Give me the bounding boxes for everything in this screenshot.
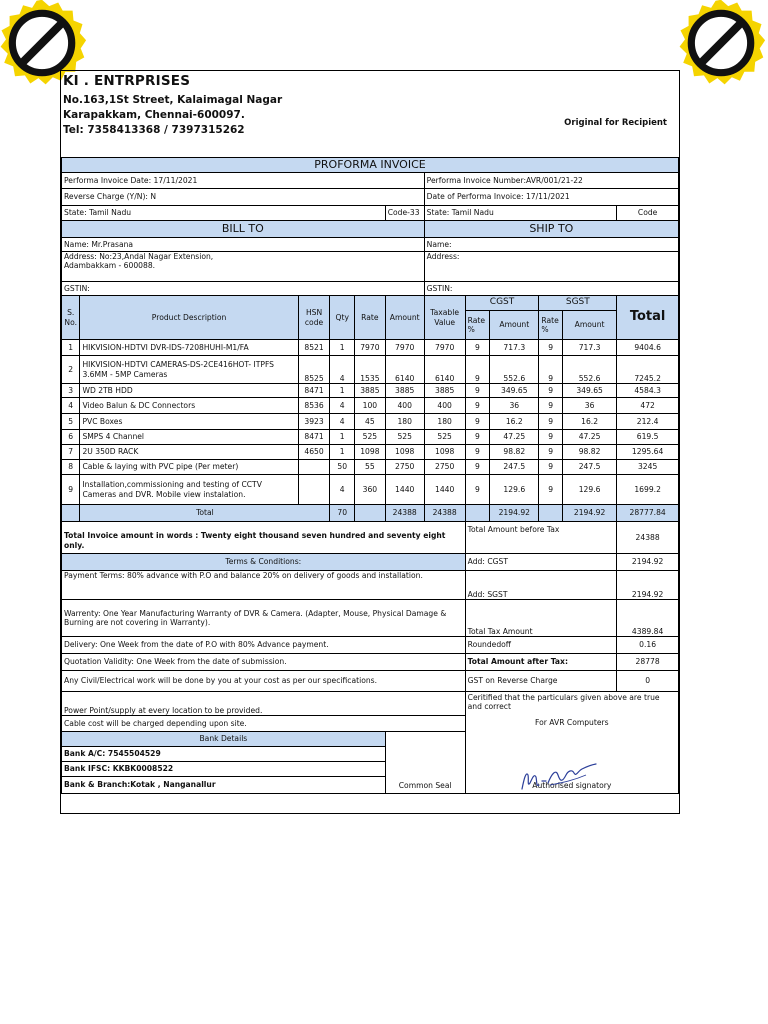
item-hsn: 8525 — [298, 356, 330, 384]
item-qty: 4 — [330, 398, 355, 414]
col-taxable: Taxable Value — [424, 296, 465, 340]
item-cgst-amount: 98.82 — [490, 445, 539, 460]
item-sgst-amount: 247.5 — [562, 460, 616, 475]
certification-text: Ceritified that the particulars given above are true and correct — [467, 693, 660, 712]
col-sgst-rate: Rate % — [539, 311, 563, 340]
item-sgst-rate: 9 — [539, 460, 563, 475]
item-sno: 7 — [62, 445, 80, 460]
item-qty: 4 — [330, 475, 355, 505]
item-rate: 45 — [355, 414, 386, 430]
item-qty: 1 — [330, 340, 355, 356]
bill-to-address-line2: Adambakkam - 600088. — [64, 261, 156, 271]
summary-tax-label: Total Tax Amount — [465, 600, 617, 637]
terms-validity: Quotation Validity: One Week from the date of submission. — [62, 654, 466, 671]
item-sgst-amount: 129.6 — [562, 475, 616, 505]
item-sno: 3 — [62, 384, 80, 398]
item-taxable: 2750 — [424, 460, 465, 475]
item-cgst-rate: 9 — [465, 475, 490, 505]
summary-after-tax: 28778 — [617, 654, 679, 671]
item-cgst-rate: 9 — [465, 384, 490, 398]
item-sgst-rate: 9 — [539, 445, 563, 460]
item-qty: 1 — [330, 384, 355, 398]
item-total: 1699.2 — [617, 475, 679, 505]
totals-taxable: 24388 — [424, 505, 465, 522]
invoice-date: Performa Invoice Date: 17/11/2021 — [62, 173, 425, 189]
item-description: Installation,commissioning and testing of CCTV Cameras and DVR. Mobile view instalation. — [80, 475, 298, 505]
terms-payment: Payment Terms: 80% advance with P.O and balance 20% on delivery of goods and installation. — [62, 571, 466, 600]
col-sgst-amount: Amount — [562, 311, 616, 340]
item-hsn — [298, 460, 330, 475]
col-cgst: CGST — [465, 296, 539, 311]
item-cgst-rate: 9 — [465, 460, 490, 475]
item-cgst-rate: 9 — [465, 356, 490, 384]
bill-to-address — [62, 252, 425, 282]
item-hsn: 8471 — [298, 430, 330, 445]
item-description: 2U 350D RACK — [80, 445, 298, 460]
item-total: 3245 — [617, 460, 679, 475]
summary-cgst-label: Add: CGST — [465, 554, 617, 571]
summary-reverse: 0 — [617, 671, 679, 692]
item-description: PVC Boxes — [80, 414, 298, 430]
item-sno: 2 — [62, 356, 80, 384]
col-cgst-amount: Amount — [490, 311, 539, 340]
item-sgst-rate: 9 — [539, 384, 563, 398]
item-sno: 9 — [62, 475, 80, 505]
item-sgst-amount: 36 — [562, 398, 616, 414]
terms-power: Power Point/supply at every location to be provided. — [62, 692, 466, 716]
table-row — [62, 398, 679, 414]
summary-round-label: Roundedoff — [465, 637, 617, 654]
item-cgst-amount: 552.6 — [490, 356, 539, 384]
item-amount: 525 — [385, 430, 424, 445]
totals-label: Total — [80, 505, 330, 522]
col-sno: S. No. — [62, 296, 80, 340]
bill-to-heading: BILL TO — [62, 221, 425, 238]
table-row — [62, 384, 679, 398]
summary-after-tax-label: Total Amount after Tax: — [465, 654, 617, 671]
ship-to-address: Address: — [424, 252, 678, 282]
item-qty: 1 — [330, 430, 355, 445]
bill-to-name: Name: Mr.Prasana — [62, 238, 425, 252]
item-rate: 3885 — [355, 384, 386, 398]
terms-delivery: Delivery: One Week from the date of P.O with 80% Advance payment. — [62, 637, 466, 654]
copy-label: Original for Recipient — [564, 118, 667, 128]
item-hsn: 4650 — [298, 445, 330, 460]
item-description: HIKVISION-HDTVI DVR-IDS-7208HUHI-M1/FA — [80, 340, 298, 356]
ship-to-name: Name: — [424, 238, 678, 252]
prohibited-badge-right — [676, 0, 766, 88]
item-cgst-amount: 36 — [490, 398, 539, 414]
item-total: 9404.6 — [617, 340, 679, 356]
item-sno: 4 — [62, 398, 80, 414]
item-sgst-rate: 9 — [539, 475, 563, 505]
col-rate: Rate — [355, 296, 386, 340]
document-title: PROFORMA INVOICE — [62, 158, 679, 173]
totals-cgst: 2194.92 — [490, 505, 539, 522]
item-sno: 6 — [62, 430, 80, 445]
item-description: Video Balun & DC Connectors — [80, 398, 298, 414]
bank-ifsc: Bank IFSC: KKBK0008522 — [62, 762, 386, 777]
item-taxable: 1098 — [424, 445, 465, 460]
item-description: Cable & laying with PVC pipe (Per meter) — [80, 460, 298, 475]
table-row — [62, 445, 679, 460]
item-rate: 7970 — [355, 340, 386, 356]
company-address-line1: No.163,1St Street, Kalaimagal Nagar — [63, 94, 283, 106]
item-total: 4584.3 — [617, 384, 679, 398]
item-sno: 5 — [62, 414, 80, 430]
terms-cable: Cable cost will be charged depending upon site. — [62, 716, 466, 732]
col-total: Total — [617, 296, 679, 340]
item-amount: 7970 — [385, 340, 424, 356]
col-sgst: SGST — [539, 296, 617, 311]
col-cgst-rate: Rate % — [465, 311, 490, 340]
totals-row — [62, 505, 679, 522]
company-name: KI . ENTRPRISES — [63, 73, 191, 89]
item-hsn: 8536 — [298, 398, 330, 414]
item-rate: 1098 — [355, 445, 386, 460]
col-qty: Qty — [330, 296, 355, 340]
item-description: WD 2TB HDD — [80, 384, 298, 398]
col-hsn: HSN code — [298, 296, 330, 340]
item-amount: 400 — [385, 398, 424, 414]
item-sgst-amount: 552.6 — [562, 356, 616, 384]
item-amount: 1098 — [385, 445, 424, 460]
common-seal: Common Seal — [385, 732, 465, 794]
item-taxable: 3885 — [424, 384, 465, 398]
item-sgst-amount: 98.82 — [562, 445, 616, 460]
item-sgst-rate: 9 — [539, 430, 563, 445]
item-cgst-amount: 129.6 — [490, 475, 539, 505]
state-left: State: Tamil Nadu — [62, 206, 386, 221]
item-rate: 100 — [355, 398, 386, 414]
col-amount: Amount — [385, 296, 424, 340]
item-hsn: 3923 — [298, 414, 330, 430]
item-cgst-amount: 247.5 — [490, 460, 539, 475]
summary-cgst: 2194.92 — [617, 554, 679, 571]
item-rate: 55 — [355, 460, 386, 475]
item-total: 1295.64 — [617, 445, 679, 460]
item-sno: 8 — [62, 460, 80, 475]
item-taxable: 1440 — [424, 475, 465, 505]
col-description: Product Description — [80, 296, 298, 340]
amount-in-words: Total Invoice amount in words : Twenty eight thousand seven hundred and seventy eight only. — [62, 522, 466, 554]
item-cgst-rate: 9 — [465, 340, 490, 356]
company-address-line2: Karapakkam, Chennai-600097. — [63, 109, 245, 121]
item-sgst-rate: 9 — [539, 340, 563, 356]
item-taxable: 525 — [424, 430, 465, 445]
invoice-number: Performa Invoice Number:AVR/001/21-22 — [424, 173, 678, 189]
item-total: 472 — [617, 398, 679, 414]
item-total: 619.5 — [617, 430, 679, 445]
company-header — [63, 71, 679, 157]
bank-account: Bank A/C: 7545504529 — [62, 747, 386, 762]
bank-heading: Bank Details — [62, 732, 386, 747]
totals-sgst: 2194.92 — [562, 505, 616, 522]
item-total: 7245.2 — [617, 356, 679, 384]
item-cgst-amount: 16.2 — [490, 414, 539, 430]
company-phone: Tel: 7358413368 / 7397315262 — [63, 124, 245, 136]
item-qty: 1 — [330, 445, 355, 460]
bank-branch: Bank & Branch:Kotak , Nanganallur — [62, 777, 386, 794]
prohibited-sign-icon — [680, 0, 766, 84]
terms-civil: Any Civil/Electrical work will be done by you at your cost as per our specifications. — [62, 671, 466, 692]
item-cgst-amount: 349.65 — [490, 384, 539, 398]
bill-to-gstin: GSTIN: — [62, 282, 425, 296]
item-qty: 4 — [330, 356, 355, 384]
invoice-table — [61, 157, 679, 794]
item-total: 212.4 — [617, 414, 679, 430]
invoice-sheet — [60, 70, 680, 814]
item-cgst-rate: 9 — [465, 414, 490, 430]
item-cgst-rate: 9 — [465, 398, 490, 414]
item-sgst-amount: 717.3 — [562, 340, 616, 356]
item-amount: 3885 — [385, 384, 424, 398]
table-row — [62, 460, 679, 475]
item-rate: 525 — [355, 430, 386, 445]
totals-qty: 70 — [330, 505, 355, 522]
item-cgst-rate: 9 — [465, 445, 490, 460]
item-cgst-amount: 717.3 — [490, 340, 539, 356]
item-sgst-amount: 16.2 — [562, 414, 616, 430]
totals-grand: 28777.84 — [617, 505, 679, 522]
signature-image — [516, 761, 601, 797]
item-taxable: 180 — [424, 414, 465, 430]
table-row — [62, 475, 679, 505]
totals-amount: 24388 — [385, 505, 424, 522]
summary-before-tax-label: Total Amount before Tax — [465, 522, 617, 554]
item-hsn: 8521 — [298, 340, 330, 356]
summary-round: 0.16 — [617, 637, 679, 654]
table-row — [62, 340, 679, 356]
item-sgst-rate: 9 — [539, 398, 563, 414]
ship-to-gstin: GSTIN: — [424, 282, 678, 296]
item-amount: 2750 — [385, 460, 424, 475]
terms-heading: Terms & Conditions: — [62, 554, 466, 571]
item-amount: 6140 — [385, 356, 424, 384]
table-row — [62, 356, 679, 384]
item-taxable: 400 — [424, 398, 465, 414]
for-company: For AVR Computers — [535, 717, 609, 727]
item-taxable: 7970 — [424, 340, 465, 356]
summary-sgst-label: Add: SGST — [465, 571, 617, 600]
bill-to-address-line1: Address: No:23,Andal Nagar Extension, — [64, 252, 214, 261]
item-description: SMPS 4 Channel — [80, 430, 298, 445]
summary-sgst: 2194.92 — [617, 571, 679, 600]
state-code-right: Code — [617, 206, 679, 221]
item-amount: 180 — [385, 414, 424, 430]
state-right: State: Tamil Nadu — [424, 206, 617, 221]
item-description: HIKVISION-HDTVI CAMERAS-DS-2CE416HOT- ITPFS 3.6MM - 5MP Cameras — [80, 356, 298, 384]
item-sgst-rate: 9 — [539, 356, 563, 384]
item-sgst-amount: 349.65 — [562, 384, 616, 398]
item-amount: 1440 — [385, 475, 424, 505]
item-hsn: 8471 — [298, 384, 330, 398]
summary-before-tax: 24388 — [617, 522, 679, 554]
item-rate: 360 — [355, 475, 386, 505]
item-sgst-rate: 9 — [539, 414, 563, 430]
item-qty: 4 — [330, 414, 355, 430]
item-qty: 50 — [330, 460, 355, 475]
terms-warranty: Warrenty: One Year Manufacturing Warranty of DVR & Camera. (Adapter, Mouse, Physical Damage & Burning are not covering in Warranty). — [62, 600, 466, 637]
table-row — [62, 414, 679, 430]
item-cgst-amount: 47.25 — [490, 430, 539, 445]
summary-reverse-label: GST on Reverse Charge — [465, 671, 617, 692]
item-cgst-rate: 9 — [465, 430, 490, 445]
item-rate: 1535 — [355, 356, 386, 384]
item-taxable: 6140 — [424, 356, 465, 384]
table-row — [62, 430, 679, 445]
authorised-signatory: Authorised signatory — [532, 780, 612, 790]
item-sno: 1 — [62, 340, 80, 356]
item-hsn — [298, 475, 330, 505]
reverse-charge: Reverse Charge (Y/N): N — [62, 189, 425, 206]
state-code-left: Code-33 — [385, 206, 424, 221]
item-sgst-amount: 47.25 — [562, 430, 616, 445]
ship-to-heading: SHIP TO — [424, 221, 678, 238]
summary-tax: 4389.84 — [617, 600, 679, 637]
date-of-invoice: Date of Performa Invoice: 17/11/2021 — [424, 189, 678, 206]
